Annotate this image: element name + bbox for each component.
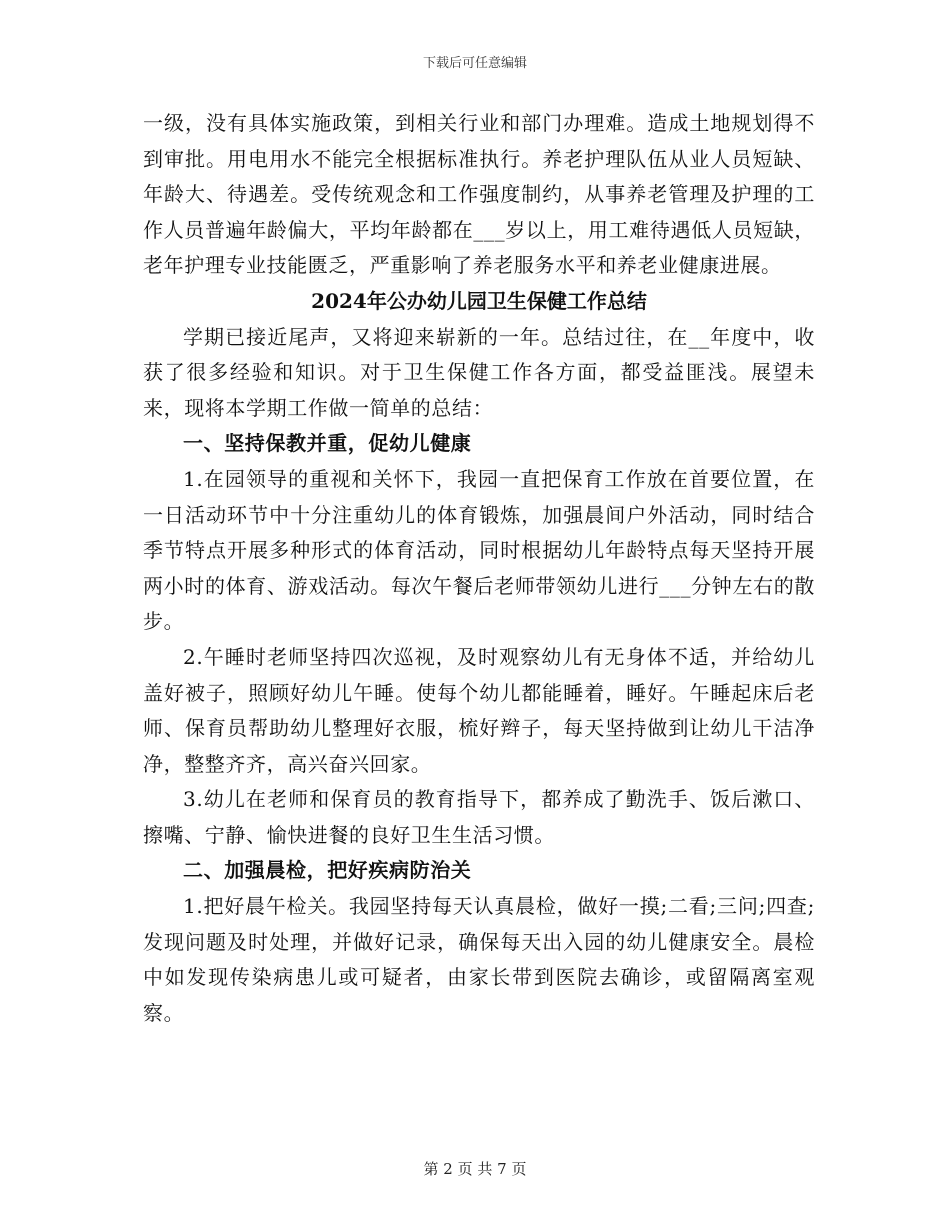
document-body [143,106,815,1031]
paragraph-item-1-1: 1.在园领导的重视和关怀下，我园一直把保育工作放在首要位置，在一日活动环节中十分注重幼儿的体育锻炼，加强晨间户外活动，同时结合季节特点开展多种形式的体育活动，同时根据幼儿年龄特点每天坚持开展两小时的体育、游戏活动。每次午餐后老师带领幼儿进行___分钟左右的散步。 [143,466,815,634]
paragraph-intro: 学期已接近尾声，又将迎来崭新的一年。总结过往，在__年度中，收获了很多经验和知识。对于卫生保健工作各方面，都受益匪浅。展望未来，现将本学期工作做一简单的总结： [143,324,815,420]
paragraph-item-1-2: 2.午睡时老师坚持四次巡视，及时观察幼儿有无身体不适，并给幼儿盖好被子，照顾好幼儿午睡。使每个幼儿都能睡着，睡好。午睡起床后老师、保育员帮助幼儿整理好衣服，梳好辫子，每天坚持做到让幼儿干洁净净，整整齐齐，高兴奋兴回家。 [143,644,815,776]
section-heading-2: 二、加强晨检，把好疾病防治关 [183,858,472,883]
document-title: 2024年公办幼儿园卫生保健工作总结 [311,288,647,313]
paragraph-item-2-1: 1.把好晨午检关。我园坚持每天认真晨检，做好一摸;二看;三问;四查;发现问题及时处理，并做好记录，确保每天出入园的幼儿健康安全。晨检中如发现传染病患儿或可疑者，由家长带到医院去确诊，或留隔离室观察。 [143,894,815,1025]
paragraph-item-1-3: 3.幼儿在老师和保育员的教育指导下，都养成了勤洗手、饭后漱口、擦嘴、宁静、愉快进餐的良好卫生生活习惯。 [143,787,815,847]
paragraph-continuation: 一级，没有具体实施政策，到相关行业和部门办理难。造成土地规划得不到审批。用电用水不能完全根据标准执行。养老护理队伍从业人员短缺、年龄大、待遇差。受传统观念和工作强度制约，从事养老管理及护理的工作人员普遍年龄偏大，平均年龄都在___岁以上，用工难待遇低人员短缺，老年护理专业技能匮乏，严重影响了养老服务水平和养老业健康进展。 [143,111,815,278]
page-number: 第 2 页 共 7 页 [423,1160,527,1178]
page-header-note: 下载后可任意编辑 [422,56,527,71]
section-heading-1: 一、坚持保教并重，促幼儿健康 [183,431,472,456]
